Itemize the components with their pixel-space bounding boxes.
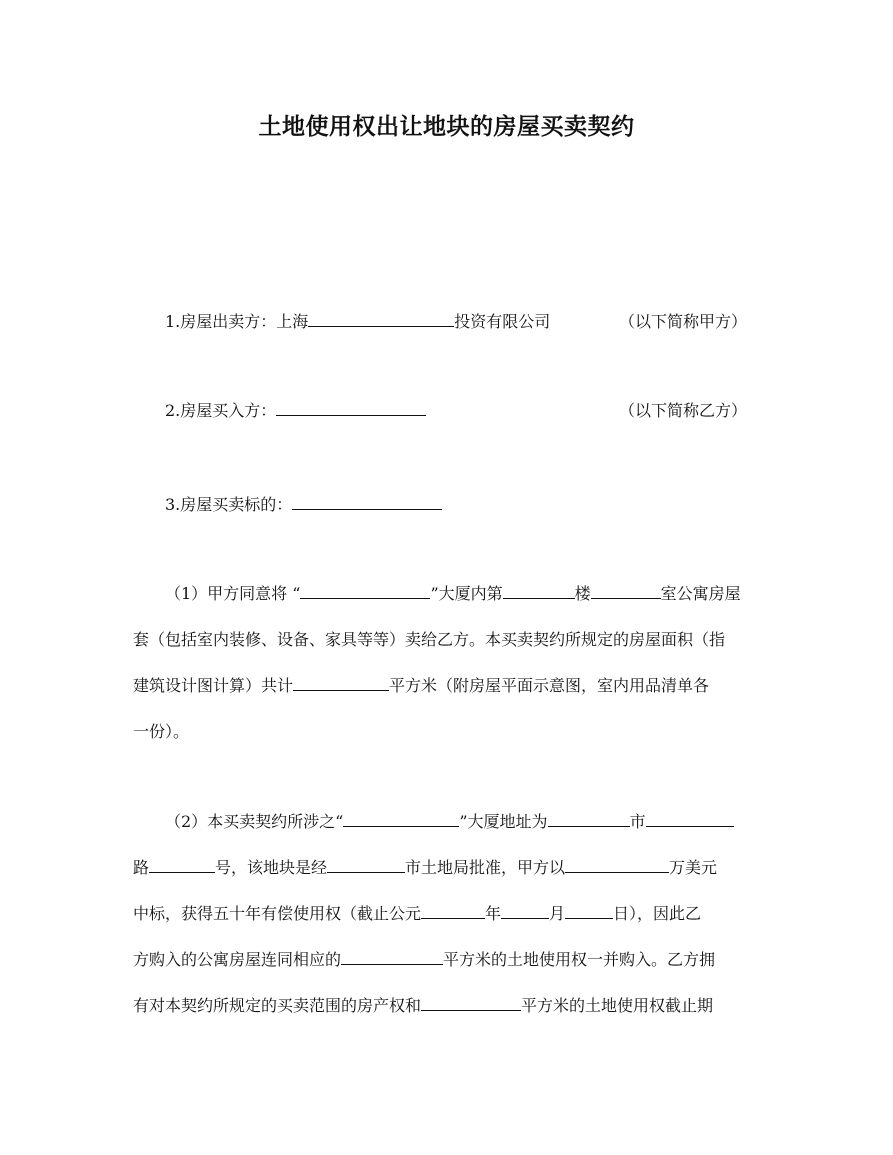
- seller-name-blank: [308, 310, 454, 327]
- para2-text: ”大厦地址为: [459, 812, 548, 831]
- land-area-blank: [341, 948, 443, 965]
- para2-text: 号，该地块是经: [215, 858, 328, 877]
- road-blank: [149, 856, 215, 873]
- object-blank: [292, 493, 442, 510]
- para2-text: 月: [549, 904, 566, 923]
- para1-text: ”大厦内第: [430, 584, 503, 603]
- para2-line1: [165, 810, 734, 834]
- para2-line5: [133, 994, 713, 1018]
- para1-text: （1）甲方同意将 “: [165, 584, 301, 603]
- para1-text: 楼: [574, 584, 591, 603]
- para2-text: 平方米的土地使用权一并购入。乙方拥: [443, 950, 716, 969]
- para2-text: 市: [629, 812, 646, 831]
- para2-text: 市土地局批准，甲方以: [405, 858, 566, 877]
- para1-text: 室公寓房屋: [660, 584, 741, 603]
- buyer-name-blank: [276, 399, 426, 416]
- month-blank: [501, 902, 549, 919]
- object-prefix: 3.房屋买卖标的：: [165, 495, 293, 514]
- buyer-note: （以下简称乙方）: [619, 401, 748, 420]
- para2-text: 日），因此乙: [613, 904, 702, 923]
- building-name-blank-2: [343, 810, 459, 827]
- para2-text: 年: [485, 904, 502, 923]
- city-blank-2: [327, 856, 405, 873]
- para2-text: 方购入的公寓房屋连同相应的: [133, 950, 342, 969]
- item-object: [165, 493, 442, 517]
- price-blank: [565, 856, 669, 873]
- item-buyer: [165, 399, 426, 423]
- seller-suffix: 投资有限公司: [454, 312, 551, 331]
- seller-prefix: 1.房屋出卖方：上海: [165, 312, 309, 331]
- district-blank: [646, 810, 734, 827]
- para2-line2: [133, 856, 717, 880]
- para2-line4: [133, 948, 715, 972]
- para1-text: 平方米（附房屋平面示意图，室内用品清单各: [389, 676, 710, 695]
- room-blank: [591, 582, 661, 599]
- para1-line4: 一份）。: [133, 722, 190, 741]
- day-blank: [565, 902, 613, 919]
- buyer-prefix: 2.房屋买入方：: [165, 401, 277, 420]
- para2-text: （2）本买卖契约所涉之“: [165, 812, 344, 831]
- floor-blank: [503, 582, 575, 599]
- city-blank: [548, 810, 630, 827]
- para2-text: 中标，获得五十年有偿使用权（截止公元: [133, 904, 422, 923]
- land-area-blank-2: [421, 994, 521, 1011]
- building-name-blank: [300, 582, 430, 599]
- para2-text: 万美元: [669, 858, 718, 877]
- para2-text: 平方米的土地使用权截止期: [521, 996, 714, 1015]
- year-blank: [421, 902, 485, 919]
- para2-line3: [133, 902, 701, 926]
- document-title: 土地使用权出让地块的房屋买卖契约: [258, 114, 635, 140]
- item-seller: [165, 310, 550, 334]
- para1-line1: [165, 582, 741, 606]
- para1-line3: [133, 674, 709, 698]
- para1-text: 建筑设计图计算）共计: [133, 676, 294, 695]
- para1-line2: 套（包括室内装修、设备、家具等等）卖给乙方。本买卖契约所规定的房屋面积（指: [133, 630, 726, 649]
- area-blank: [293, 674, 389, 691]
- seller-note: （以下简称甲方）: [619, 312, 748, 331]
- para2-text: 有对本契约所规定的买卖范围的房产权和: [133, 996, 422, 1015]
- para2-text: 路: [133, 858, 150, 877]
